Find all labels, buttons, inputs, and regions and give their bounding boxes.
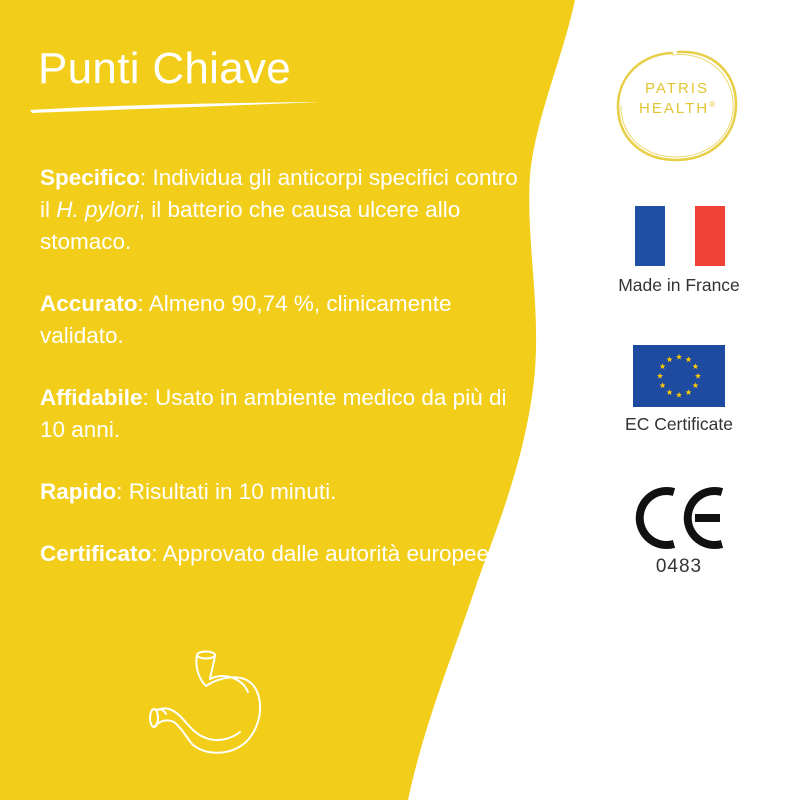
logo-registered-mark: ® — [709, 100, 715, 109]
patris-health-logo — [612, 46, 742, 166]
title-underline — [28, 100, 328, 116]
stomach-icon — [148, 648, 272, 760]
key-point-label: Accurato — [40, 291, 138, 316]
key-point-text: : Almeno 90,74 %, clinicamente validato. — [40, 291, 452, 348]
key-point-text: : Approvato dalle autorità europee. — [151, 541, 496, 566]
french-flag-icon — [635, 206, 725, 266]
key-point-label: Specifico — [40, 165, 141, 190]
key-point-text: : Risultati in 10 minuti. — [116, 479, 337, 504]
key-point — [40, 382, 530, 446]
key-point — [40, 538, 530, 570]
key-point — [40, 476, 530, 508]
ce-mark-icon — [632, 484, 728, 552]
key-point-text: : Usato in ambiente medico da più di 10 anni. — [40, 385, 507, 442]
key-point — [40, 288, 530, 352]
ec-certificate-caption: EC Certificate — [625, 414, 733, 434]
key-points-list — [40, 162, 530, 600]
key-point-label: Certificato — [40, 541, 152, 566]
made-in-france-caption: Made in France — [618, 275, 740, 295]
logo-text-line2: HEALTH® — [639, 100, 715, 117]
logo-text-line1: PATRIS — [645, 80, 709, 97]
key-point-emphasis: H. pylori — [56, 197, 139, 222]
key-point-label: Affidabile — [40, 385, 143, 410]
key-point — [40, 162, 530, 258]
key-point-label: Rapido — [40, 479, 117, 504]
eu-flag-icon — [633, 345, 725, 407]
ce-notified-body-number: 0483 — [655, 556, 703, 577]
page-title: Punti Chiave — [38, 44, 292, 93]
key-point-text-end: , il batterio che causa ulcere allo stomaco. — [40, 197, 461, 254]
certification-column — [560, 0, 800, 800]
key-point-text: : Individua gli anticorpi specifici contro il — [40, 165, 518, 222]
